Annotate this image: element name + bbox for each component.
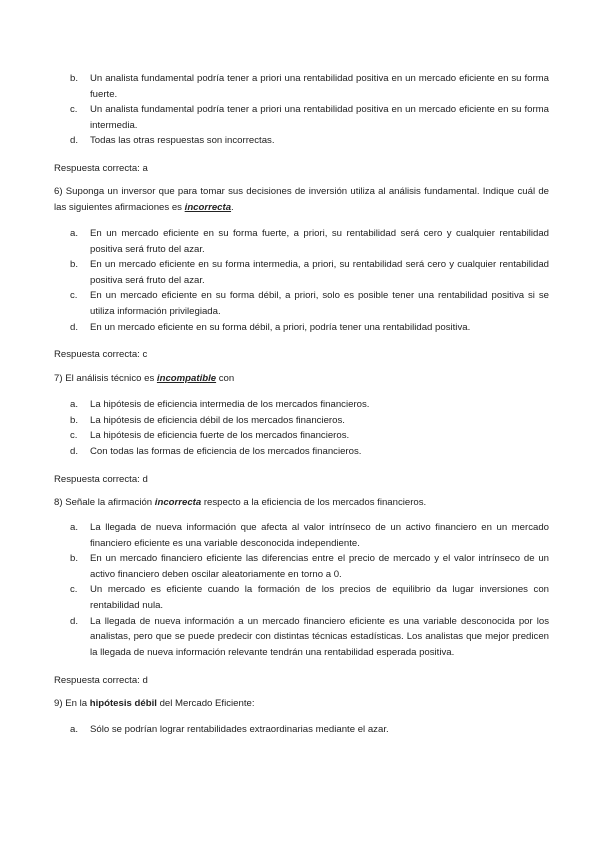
option-text: En un mercado eficiente en su forma fuerte, a priori, su rentabilidad será cero y cualquier rentabilidad positiva será fruto del azar. xyxy=(90,228,549,255)
question-text: 9) En la xyxy=(54,698,90,709)
option-b xyxy=(54,71,549,102)
option-text: La hipótesis de eficiencia débil de los mercados financieros. xyxy=(90,414,345,426)
question-8-answer: Respuesta correcta: d xyxy=(54,675,148,686)
option-label: b. xyxy=(70,73,79,84)
option-d xyxy=(54,444,549,460)
option-label: b. xyxy=(70,414,79,426)
option-d xyxy=(54,133,549,149)
option-text: En un mercado eficiente en su forma débil, a priori, podría tener una rentabilidad positiva. xyxy=(90,321,471,333)
option-d xyxy=(54,614,549,661)
option-label: d. xyxy=(70,615,79,627)
question-6-options xyxy=(54,226,549,335)
question-6-answer: Respuesta correcta: c xyxy=(54,349,148,360)
option-a xyxy=(54,520,549,551)
question-text: 6) Suponga un inversor que para tomar sus decisiones de inversión utiliza al análisis fundamental. Indique cuál de las siguientes afirmaciones es xyxy=(54,186,549,213)
option-c xyxy=(54,288,549,319)
option-text: La hipótesis de eficiencia intermedia de los mercados financieros. xyxy=(90,399,370,410)
option-text: La llegada de nueva información a un mercado financiero eficiente es una variable desconocida por los analistas, pero que se puede predecir con distintas técnicas estadísticas. Los analistas que mejor predicen la llegada de nueva información relevante tendrán una rentabilidad esperada positiva. xyxy=(90,615,549,658)
option-text: La llegada de nueva información que afecta al valor intrínseco de un activo financiero en un mercado financiero eficiente es una variable desconocida independiente. xyxy=(90,522,549,549)
option-label: b. xyxy=(70,259,79,271)
option-d xyxy=(54,320,549,336)
option-b xyxy=(54,257,549,288)
option-text: Un mercado es eficiente cuando la formación de los precios de equilibrio da lugar inversiones con rentabilidad nula. xyxy=(90,584,549,611)
question-text-end: del Mercado Eficiente: xyxy=(156,698,255,709)
option-label: c. xyxy=(70,104,78,116)
option-c xyxy=(54,102,549,133)
question-9-options xyxy=(54,722,549,738)
question-text: 7) El análisis técnico es xyxy=(54,373,157,384)
question-6-text xyxy=(54,184,549,215)
question-emphasis: hipótesis débil xyxy=(89,698,157,709)
option-text: Un analista fundamental podría tener a priori una rentabilidad positiva en un mercado eficiente en su forma fuerte. xyxy=(90,73,549,100)
question-7-text xyxy=(54,371,549,387)
option-label: a. xyxy=(70,399,79,410)
option-label: a. xyxy=(70,228,79,239)
option-text: En un mercado financiero eficiente las diferencias entre el precio de mercado y el valor intrínseco de un activo financiero deben oscilar aleatoriamente en torno a 0. xyxy=(90,553,549,580)
option-text: En un mercado eficiente en su forma débil, a priori, solo es posible tener una rentabilidad positiva si se utiliza información privilegiada. xyxy=(90,290,549,317)
question-8-options xyxy=(54,520,549,660)
option-label: b. xyxy=(70,553,79,565)
option-label: c. xyxy=(70,290,78,302)
option-text: Con todas las formas de eficiencia de los mercados financieros. xyxy=(90,445,362,457)
question-emphasis: incorrecta xyxy=(154,497,202,508)
option-text: Un analista fundamental podría tener a priori una rentabilidad positiva en un mercado eficiente en su forma intermedia. xyxy=(90,104,549,131)
option-text: Todas las otras respuestas son incorrectas. xyxy=(90,135,275,147)
question-emphasis: incorrecta xyxy=(184,201,232,213)
option-label: d. xyxy=(70,445,79,457)
question-5-answer: Respuesta correcta: a xyxy=(54,163,148,174)
option-text: Sólo se podrían lograr rentabilidades extraordinarias mediante el azar. xyxy=(90,724,389,735)
question-8-text xyxy=(54,495,549,511)
question-7-answer: Respuesta correcta: d xyxy=(54,474,148,485)
question-text: 8) Señale la afirmación xyxy=(54,497,155,508)
question-text-end: con xyxy=(216,373,235,384)
option-c xyxy=(54,582,549,613)
option-label: d. xyxy=(70,321,79,333)
question-5-options xyxy=(54,71,549,149)
option-a xyxy=(54,397,549,413)
question-text-end: respecto a la eficiencia de los mercados financieros. xyxy=(201,497,427,508)
option-a xyxy=(54,226,549,257)
option-label: d. xyxy=(70,135,79,147)
option-text: La hipótesis de eficiencia fuerte de los mercados financieros. xyxy=(90,430,350,442)
option-label: c. xyxy=(70,430,78,442)
option-text: En un mercado eficiente en su forma intermedia, a priori, su rentabilidad será cero y cualquier rentabilidad positiva será fruto del azar. xyxy=(90,259,549,286)
option-label: c. xyxy=(70,584,78,596)
option-c xyxy=(54,428,549,444)
option-b xyxy=(54,413,549,429)
option-label: a. xyxy=(70,522,79,533)
question-9-text xyxy=(54,696,549,712)
question-emphasis: incompatible xyxy=(156,373,217,384)
option-a xyxy=(54,722,549,738)
question-text-end: . xyxy=(231,201,234,213)
option-b xyxy=(54,551,549,582)
question-7-options xyxy=(54,397,549,459)
option-label: a. xyxy=(70,724,79,735)
